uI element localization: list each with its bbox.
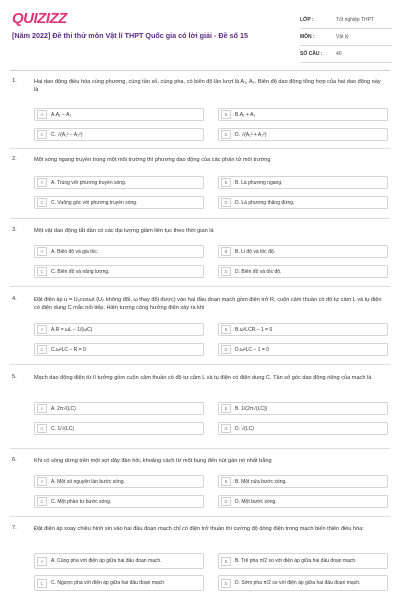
- option-letter: D: [221, 267, 231, 276]
- option-letter: A: [37, 404, 47, 413]
- meta-table: [300, 12, 392, 63]
- option-text: C.ω²LC − R = 0: [51, 346, 86, 353]
- option-b[interactable]: [218, 475, 388, 488]
- option-a[interactable]: [34, 475, 204, 488]
- option-d[interactable]: [218, 265, 388, 278]
- option-letter: B: [221, 325, 231, 334]
- option-letter: A: [37, 477, 47, 486]
- meta-row-subject: [300, 29, 392, 46]
- meta-label: LỚP :: [300, 17, 314, 23]
- option-a[interactable]: [34, 553, 204, 569]
- meta-label: MÔN :: [300, 34, 315, 40]
- option-text: A.A₁ − A₂: [51, 111, 72, 118]
- question-divider: [10, 286, 390, 287]
- question-text: Một vật dao động tắt dần có các đại lượng giảm liên tục theo thời gian là: [34, 228, 214, 234]
- question-divider: [10, 516, 390, 517]
- option-letter: A: [37, 325, 47, 334]
- option-letter: B: [221, 247, 231, 256]
- option-letter: C: [37, 579, 47, 588]
- option-text: A. 2π√(LC): [51, 405, 76, 412]
- option-text: D. Biên độ và tốc độ.: [235, 268, 282, 275]
- option-text: D. Là phương thẳng đứng.: [235, 199, 295, 206]
- option-text: B. 1/(2π√(LC)): [235, 405, 268, 412]
- option-a[interactable]: [34, 245, 204, 258]
- option-a[interactable]: [34, 108, 204, 121]
- option-text: A. Cùng pha với điện áp giữa hai đầu đoạn mạch.: [51, 558, 162, 564]
- question-number: 7.: [12, 525, 17, 531]
- option-letter: B: [221, 477, 231, 486]
- option-text: C. Ngược pha với điện áp giữa hai đầu đoạn mạch: [51, 580, 165, 586]
- meta-label: SỐ CÂU :: [300, 51, 323, 57]
- option-d[interactable]: [218, 196, 388, 209]
- question-text: Hai dao động điều hòa cùng phương, cùng tần số, cùng pha, có biên độ lần lượt là A₁, A₂. Biên độ dao động tổng hợp của hai dao động này là: [34, 79, 381, 93]
- option-text: D. √(LC): [235, 425, 254, 432]
- option-text: B. Một nửa bước sóng.: [235, 478, 287, 485]
- meta-value: Vật lý: [336, 34, 349, 40]
- option-text: B. Trễ pha π/2 so với điện áp giữa hai đầu đoạn mạch.: [235, 558, 357, 564]
- option-c[interactable]: [34, 343, 204, 356]
- option-text: A.R = ωL − 1/(ωC): [51, 326, 93, 333]
- option-text: D. √(A₁² + A₂²): [235, 131, 267, 138]
- question-number: 1.: [12, 78, 17, 84]
- option-c[interactable]: [34, 196, 204, 209]
- option-text: C. Vuông góc với phương truyền sóng.: [51, 199, 138, 206]
- question-number: 5.: [12, 374, 17, 380]
- option-letter: A: [37, 557, 47, 566]
- option-a[interactable]: [34, 323, 204, 336]
- option-b[interactable]: [218, 553, 388, 569]
- option-letter: C: [37, 345, 47, 354]
- option-letter: C: [37, 267, 47, 276]
- option-a[interactable]: [34, 402, 204, 415]
- option-letter: A: [37, 247, 47, 256]
- meta-row-class: [300, 12, 392, 29]
- option-letter: C: [37, 424, 47, 433]
- question-number: 2.: [12, 156, 17, 162]
- question-divider: [10, 148, 390, 149]
- option-letter: A: [37, 178, 47, 187]
- option-d[interactable]: [218, 422, 388, 435]
- option-a[interactable]: [34, 176, 204, 189]
- option-letter: B: [221, 178, 231, 187]
- option-letter: C: [37, 497, 47, 506]
- option-letter: B: [221, 404, 231, 413]
- question-text: Một sóng ngang truyền trong một môi trường thì phương dao động của các phần tử môi trường: [34, 157, 271, 163]
- option-letter: C: [37, 198, 47, 207]
- option-text: B.A₁ + A₂: [235, 111, 256, 118]
- option-text: C. Một phần tư bước sóng.: [51, 498, 112, 505]
- option-letter: D: [221, 579, 231, 588]
- meta-value: 40: [336, 51, 342, 57]
- option-letter: C: [37, 130, 47, 139]
- page-title: [Năm 2022] Đề thi thử môn Vật lí THPT Quốc gia có lời giải - Đề số 15: [12, 31, 248, 40]
- option-c[interactable]: [34, 575, 204, 591]
- question-divider: [10, 364, 390, 365]
- option-text: A. Biên độ và gia tốc.: [51, 248, 99, 255]
- option-c[interactable]: [34, 265, 204, 278]
- option-letter: D: [221, 345, 231, 354]
- question-text: Đặt điện áp xoay chiều hình sin vào hai đầu đoạn mạch chỉ có điện trở thuần thì cường độ dòng điện trong mạch biến thiên điều hòa:: [34, 526, 364, 532]
- option-d[interactable]: [218, 575, 388, 591]
- option-text: B. Là phương ngang.: [235, 179, 283, 186]
- option-text: A. Một số nguyên lần bước sóng.: [51, 478, 125, 485]
- option-text: C. √(A₁² − A₂²): [51, 131, 83, 138]
- option-d[interactable]: [218, 495, 388, 508]
- option-text: D. Một bước sóng.: [235, 498, 277, 505]
- option-text: D.ω²LC − 1 = 0: [235, 346, 269, 353]
- meta-value: Tốt nghiệp THPT: [336, 17, 374, 23]
- question-divider: [10, 218, 390, 219]
- option-letter: B: [221, 110, 231, 119]
- option-letter: D: [221, 198, 231, 207]
- option-text: B.ω²LCR − 1 = 0: [235, 326, 273, 333]
- question-number: 4.: [12, 296, 17, 302]
- option-c[interactable]: [34, 422, 204, 435]
- option-b[interactable]: [218, 402, 388, 415]
- option-letter: D: [221, 130, 231, 139]
- option-b[interactable]: [218, 108, 388, 121]
- question-text: Mạch dao động điện từ lí tưởng gồm cuộn cảm thuần có độ tự cảm L và tụ điện có điện dung C. Tần số góc dao động riêng của mạch là: [34, 375, 372, 381]
- option-letter: D: [221, 497, 231, 506]
- option-text: A. Trùng với phương truyền sóng.: [51, 179, 127, 186]
- question-text: Đặt điện áp u = U₀cosωt (U₀ không đổi, ω thay đổi được) vào hai đầu đoạn mạch gồm điện trở R, cuộn cảm thuần có độ tự cảm L và tụ điện có điện dung C mắc nối tiếp. Hiện tượng cộng hưởng điện xảy ra khi: [34, 297, 382, 311]
- option-d[interactable]: [218, 128, 388, 141]
- option-text: C. 1/√(LC): [51, 425, 75, 432]
- option-letter: D: [221, 424, 231, 433]
- question-number: 3.: [12, 227, 17, 233]
- option-c[interactable]: [34, 128, 204, 141]
- question-number: 6.: [12, 457, 17, 463]
- question-text: Khi có sóng dừng trên một sợi dây đàn hồi, khoảng cách từ một bụng đến nút gần nó nhất bằng: [34, 458, 272, 464]
- option-b[interactable]: [218, 323, 388, 336]
- option-text: B. Li độ và tốc độ.: [235, 248, 276, 255]
- option-text: D. Sớm pha π/2 so với điện áp giữa hai đầu đoạn mạch.: [235, 580, 361, 586]
- option-c[interactable]: [34, 495, 204, 508]
- worksheet-header: [0, 0, 400, 68]
- option-letter: A: [37, 110, 47, 119]
- option-b[interactable]: [218, 176, 388, 189]
- option-letter: B: [221, 557, 231, 566]
- option-text: C. Biên độ và năng lượng.: [51, 268, 110, 275]
- meta-row-count: [300, 46, 392, 63]
- header-divider: [10, 70, 390, 71]
- question-divider: [10, 448, 390, 449]
- option-d[interactable]: [218, 343, 388, 356]
- quizizz-logo: QUIZIZZ: [12, 10, 67, 27]
- option-b[interactable]: [218, 245, 388, 258]
